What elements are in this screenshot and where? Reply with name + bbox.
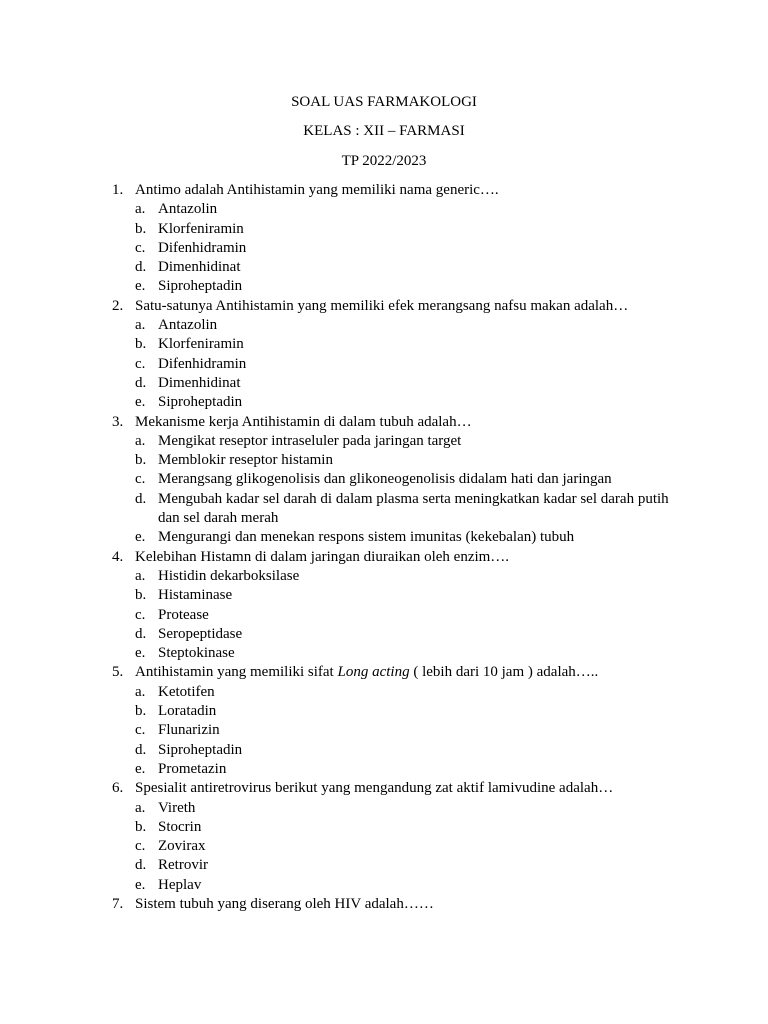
question-text: Mekanisme kerja Antihistamin di dalam tubuh adalah…: [135, 413, 472, 430]
option-letter: a.: [135, 432, 146, 449]
option: [112, 741, 672, 760]
question-text: Spesialit antiretrovirus berikut yang mengandung zat aktif lamivudine adalah…: [135, 780, 614, 797]
question-3: [112, 413, 672, 432]
option: [112, 470, 672, 489]
option: [112, 220, 672, 239]
option: [112, 374, 672, 393]
option-text: Steptokinase: [158, 645, 235, 662]
option-letter: a.: [135, 683, 146, 700]
question-1: [112, 181, 672, 200]
option-letter: e.: [135, 645, 146, 662]
option-text: Difenhidramin: [158, 355, 247, 372]
question-2: [112, 297, 672, 316]
option-text: Retrovir: [158, 857, 208, 874]
option-text: Ketotifen: [158, 683, 215, 700]
option: [112, 355, 672, 374]
option-text: Antazolin: [158, 317, 218, 334]
option-text: Histidin dekarboksilase: [158, 567, 300, 584]
question-list: [112, 181, 672, 914]
option: [112, 760, 672, 779]
option-text: Mengubah kadar sel darah di dalam plasma serta meningkatkan kadar sel darah putih dan sel darah merah: [158, 490, 669, 527]
option-letter: d.: [135, 374, 147, 391]
class-label: KELAS : XII – FARMASI: [303, 123, 465, 139]
question-number: 4.: [112, 548, 124, 565]
question-text-italic: Long acting: [337, 664, 410, 681]
option-text: Prometazin: [158, 760, 227, 777]
option-letter: e.: [135, 760, 146, 777]
option: [112, 316, 672, 335]
option-letter: a.: [135, 567, 146, 584]
option: [112, 683, 672, 702]
option-text: Dimenhidinat: [158, 259, 241, 276]
option-text: Heplav: [158, 876, 202, 893]
option-letter: c.: [135, 722, 146, 739]
question-text: [135, 663, 672, 682]
option-letter: c.: [135, 471, 146, 488]
option-text: Mengikat reseptor intraseluler pada jaringan target: [158, 432, 462, 449]
option: [112, 606, 672, 625]
option: [112, 200, 672, 219]
option: [112, 490, 672, 529]
option: [112, 644, 672, 663]
question-number: 6.: [112, 780, 124, 797]
question-6: [112, 779, 672, 798]
question-number: 1.: [112, 182, 124, 198]
option-letter: e.: [135, 529, 146, 546]
question-text: Sistem tubuh yang diserang oleh HIV adalah……: [135, 895, 434, 912]
option-letter: b.: [135, 336, 147, 353]
option-letter: d.: [135, 741, 147, 758]
question-text-part: ( lebih dari 10 jam ) adalah…..: [409, 664, 599, 681]
option-text: Difenhidramin: [158, 239, 247, 256]
option-letter: a.: [135, 799, 146, 816]
option-text: Siproheptadin: [158, 394, 243, 411]
option-text: Zovirax: [158, 838, 206, 855]
option-letter: a.: [135, 317, 146, 334]
option: [112, 239, 672, 258]
question-text: Antimo adalah Antihistamin yang memiliki nama generic….: [135, 182, 499, 198]
question-text: Satu-satunya Antihistamin yang memiliki efek merangsang nafsu makan adalah…: [135, 297, 629, 314]
option-letter: e.: [135, 278, 146, 295]
option-letter: a.: [135, 201, 146, 218]
option-text: Seropeptidase: [158, 625, 243, 642]
option-letter: b.: [135, 452, 147, 469]
option-letter: c.: [135, 355, 146, 372]
option-letter: b.: [135, 587, 147, 604]
option-letter: d.: [135, 857, 147, 874]
option-letter: c.: [135, 239, 146, 256]
question-number: 3.: [112, 413, 124, 430]
option: [112, 567, 672, 586]
option: [112, 451, 672, 470]
option-text: Merangsang glikogenolisis dan glikoneogenolisis didalam hati dan jaringan: [158, 471, 612, 488]
question-text: Kelebihan Histamn di dalam jaringan diuraikan oleh enzim….: [135, 548, 510, 565]
option: [112, 856, 672, 875]
question-5: [112, 663, 672, 682]
option-letter: b.: [135, 703, 147, 720]
option-letter: e.: [135, 394, 146, 411]
option-text: Klorfeniramin: [158, 336, 244, 353]
option-letter: b.: [135, 818, 147, 835]
option: [112, 586, 672, 605]
option-text: Dimenhidinat: [158, 374, 241, 391]
option-text: Histaminase: [158, 587, 233, 604]
option-text: Memblokir reseptor histamin: [158, 452, 333, 469]
option: [112, 528, 672, 547]
option: [112, 625, 672, 644]
option-text: Stocrin: [158, 818, 202, 835]
option: [112, 818, 672, 837]
option-text: Flunarizin: [158, 722, 220, 739]
option: [112, 721, 672, 740]
question-number: 7.: [112, 895, 124, 912]
question-number: 5.: [112, 664, 124, 681]
option: [112, 258, 672, 277]
question-7: [112, 895, 672, 914]
option-text: Siproheptadin: [158, 278, 243, 295]
option-text: Loratadin: [158, 703, 217, 720]
option-letter: b.: [135, 220, 147, 237]
option-text: Mengurangi dan menekan respons sistem imunitas (kekebalan) tubuh: [158, 529, 575, 546]
option-letter: c.: [135, 606, 146, 623]
question-text-part: Antihistamin yang memiliki sifat: [135, 664, 338, 681]
option: [112, 799, 672, 818]
option-text: Klorfeniramin: [158, 220, 244, 237]
option: [112, 393, 672, 412]
option: [112, 335, 672, 354]
option-text: Antazolin: [158, 201, 218, 218]
option-letter: e.: [135, 876, 146, 893]
option-letter: c.: [135, 838, 146, 855]
option-text: Vireth: [158, 799, 196, 816]
option: [112, 702, 672, 721]
option-letter: d.: [135, 625, 147, 642]
option-letter: d.: [135, 490, 147, 507]
document-title: SOAL UAS FARMAKOLOGI: [291, 94, 477, 110]
option: [112, 876, 672, 895]
option: [112, 837, 672, 856]
option: [112, 277, 672, 296]
option-letter: d.: [135, 259, 147, 276]
school-year: TP 2022/2023: [341, 153, 427, 169]
option: [112, 432, 672, 451]
option-text: Siproheptadin: [158, 741, 243, 758]
question-number: 2.: [112, 297, 124, 314]
question-4: [112, 548, 672, 567]
option-text: Protease: [158, 606, 209, 623]
